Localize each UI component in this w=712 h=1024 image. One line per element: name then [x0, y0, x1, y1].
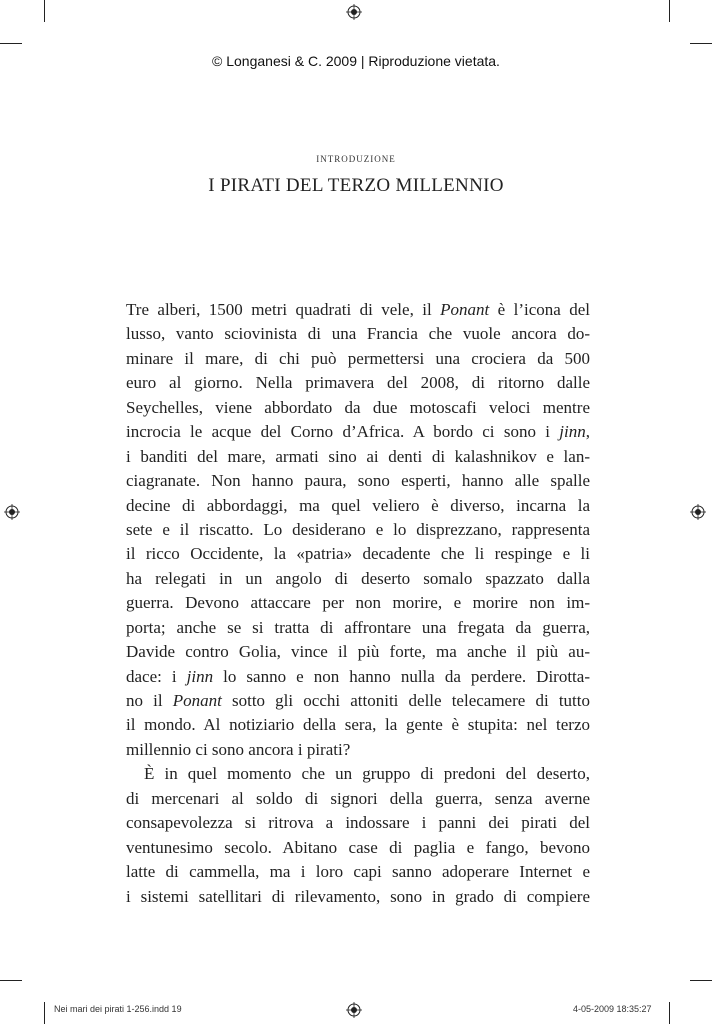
- text-line: [126, 689, 590, 713]
- copyright-notice: © Longanesi & C. 2009 | Riproduzione vietata.: [212, 53, 500, 69]
- text-span: dace: i: [126, 666, 187, 686]
- text-line: [126, 811, 590, 835]
- registration-mark-icon: [346, 4, 362, 20]
- text-line: [126, 738, 590, 762]
- chapter-kicker: introduzione: [316, 150, 396, 165]
- text-line: [126, 836, 590, 860]
- italic-text: jinn: [186, 666, 214, 686]
- text-span: minare il mare, di chi può permettersi una crociera da 500: [126, 348, 590, 368]
- crop-mark: [44, 0, 45, 22]
- text-span: È in quel momento che un gruppo di predoni del deserto,: [144, 764, 590, 784]
- text-line: [126, 713, 590, 737]
- chapter-title: I PIRATI DEL TERZO MILLENNIO: [208, 175, 504, 196]
- text-line: [126, 347, 590, 371]
- text-span: ,: [585, 422, 590, 442]
- text-span: incrocia le acque del Corno d’Africa. A bordo ci sono i: [126, 422, 560, 442]
- text-span: guerra. Devono attaccare per non morire, e morire non im-: [126, 593, 590, 613]
- italic-text: Ponant: [172, 691, 222, 710]
- text-line: [126, 371, 590, 395]
- footer-filename: Nei mari dei pirati 1-256.indd 19: [54, 1004, 182, 1014]
- text-span: è l’icona del: [489, 300, 591, 319]
- text-span: lo sanno e non hanno nulla da perdere. Dirotta-: [213, 666, 590, 686]
- text-line: [126, 616, 590, 640]
- italic-text: Ponant: [440, 300, 490, 319]
- text-line: [126, 762, 590, 786]
- text-line: [126, 420, 590, 444]
- text-span: porta; anche se si tratta di affrontare una fregata da guerra,: [126, 617, 590, 637]
- crop-mark: [669, 0, 670, 22]
- registration-mark-icon: [4, 504, 20, 520]
- body-text: [126, 298, 590, 909]
- text-line: [126, 640, 590, 664]
- text-line: [126, 298, 590, 322]
- crop-mark: [44, 1002, 45, 1024]
- crop-mark: [0, 43, 22, 44]
- italic-text: jinn: [559, 422, 586, 442]
- text-span: no il: [126, 691, 173, 710]
- text-span: millennio ci sono ancora i pirati?: [126, 739, 351, 759]
- text-line: [126, 885, 590, 909]
- text-span: Davide contro Golia, vince il più forte, ma anche il più au-: [126, 642, 590, 662]
- text-line: [126, 542, 590, 566]
- registration-mark-icon: [346, 1002, 362, 1018]
- text-line: [126, 518, 590, 542]
- text-span: euro al giorno. Nella primavera del 2008, di ritorno dalle: [126, 373, 590, 393]
- text-span: ha relegati in un angolo di deserto somalo spazzato dalla: [126, 568, 590, 588]
- text-line: [126, 591, 590, 615]
- text-span: i sistemi satellitari di rilevamento, sono in grado di compiere: [126, 886, 590, 906]
- text-span: latte di cammella, ma i loro capi sanno adoperare Internet e: [126, 862, 590, 882]
- text-line: [126, 860, 590, 884]
- text-span: lusso, vanto sciovinista di una Francia che vuole ancora do-: [126, 324, 590, 344]
- text-span: ciagranate. Non hanno paura, sono esperti, hanno alle spalle: [126, 471, 590, 491]
- text-line: [126, 469, 590, 493]
- text-span: decine di abbordaggi, ma quel veliero è diverso, incarna la: [126, 495, 590, 515]
- text-span: il mondo. Al notiziario della sera, la gente è stupita: nel terzo: [126, 715, 590, 735]
- crop-mark: [690, 43, 712, 44]
- text-span: Seychelles, viene abbordato da due motoscafi veloci mentre: [126, 397, 590, 417]
- text-line: [126, 787, 590, 811]
- text-span: il ricco Occidente, la «patria» decadente che li respinge e li: [126, 544, 590, 564]
- text-span: consapevolezza si ritrova a indossare i panni dei pirati del: [126, 813, 590, 833]
- text-span: i banditi del mare, armati sino ai denti di kalashnikov e lan-: [126, 446, 590, 466]
- text-line: [126, 567, 590, 591]
- crop-mark: [0, 980, 22, 981]
- crop-mark: [669, 1002, 670, 1024]
- text-span: ventunesimo secolo. Abitano case di paglia e fango, bevono: [126, 837, 590, 857]
- text-span: sete e il riscatto. Lo desiderano e lo disprezzano, rappresenta: [126, 519, 590, 539]
- registration-mark-icon: [690, 504, 706, 520]
- text-span: sotto gli occhi attoniti delle telecamere di tutto: [221, 691, 590, 710]
- footer-timestamp: 4-05-2009 18:35:27: [573, 1004, 652, 1014]
- text-line: [126, 322, 590, 346]
- crop-mark: [690, 980, 712, 981]
- text-span: di mercenari al soldo di signori della guerra, senza averne: [126, 788, 590, 808]
- text-line: [126, 665, 590, 689]
- text-line: [126, 396, 590, 420]
- text-span: Tre alberi, 1500 metri quadrati di vele, il: [126, 300, 441, 319]
- text-line: [126, 445, 590, 469]
- text-line: [126, 494, 590, 518]
